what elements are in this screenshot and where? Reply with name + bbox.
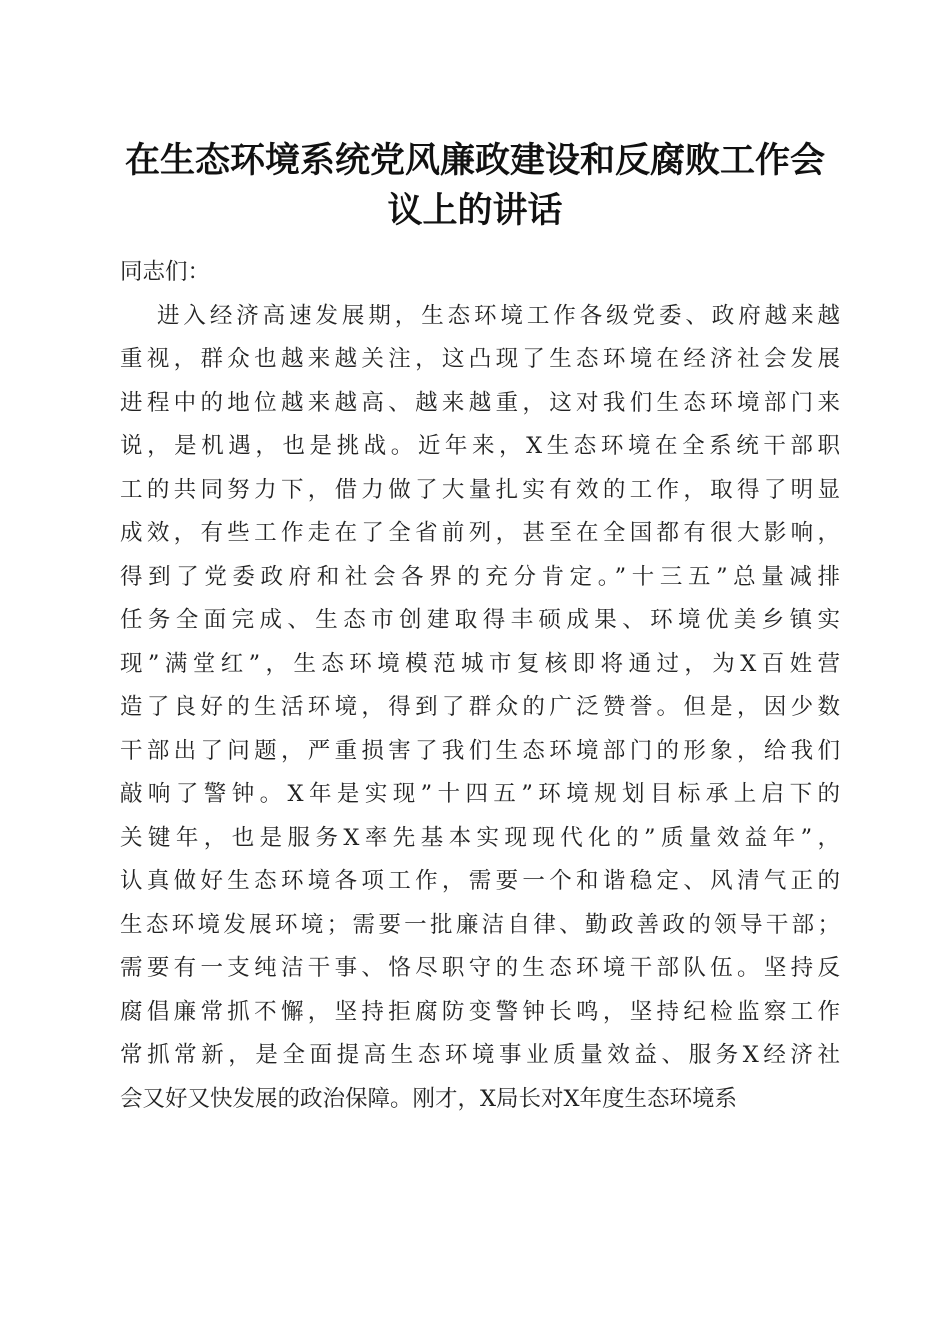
paragraph-line: 造了良好的生活环境，得到了群众的广泛赞誉。但是，因少数 bbox=[120, 694, 840, 720]
paragraph-line: 工的共同努力下，借力做了大量扎实有效的工作，取得了明显 bbox=[120, 476, 840, 503]
paragraph bbox=[120, 295, 840, 1122]
document-body bbox=[120, 251, 840, 1121]
paragraph-line: 进程中的地位越来越高、越来越重，这对我们生态环境部门来 bbox=[120, 389, 840, 416]
paragraph-line: 生态环境发展环境；需要一批廉洁自律、勤政善政的领导干部； bbox=[120, 911, 840, 938]
paragraph-line: 敲响了警钟。X年是实现”十四五”环境规划目标承上启下的 bbox=[120, 781, 840, 807]
paragraph-line: 进入经济高速发展期，生态环境工作各级党委、政府越来越 bbox=[157, 302, 840, 329]
title-line-2: 议上的讲话 bbox=[387, 190, 563, 231]
salutation: 同志们： bbox=[120, 259, 211, 285]
paragraph-line: 会又好又快发展的政治保障。刚才，X局长对X年度生态环境系 bbox=[120, 1085, 738, 1112]
paragraph-line: 任务全面完成、生态市创建取得丰硕成果、环境优美乡镇实 bbox=[120, 607, 840, 633]
document-title bbox=[100, 136, 850, 236]
paragraph-line: 现”满堂红”，生态环境模范城市复核即将通过，为X百姓营 bbox=[120, 650, 840, 677]
paragraph-line: 干部出了问题，严重损害了我们生态环境部门的形象，给我们 bbox=[120, 737, 840, 764]
paragraph-line: 需要有一支纯洁干事、恪尽职守的生态环境干部队伍。坚持反 bbox=[120, 955, 840, 981]
paragraph-line: 重视，群众也越来越关注，这凸现了生态环境在经济社会发展 bbox=[120, 346, 840, 372]
paragraph-line: 关键年，也是服务X率先基本实现现代化的”质量效益年”， bbox=[120, 824, 840, 851]
paragraph-line: 说，是机遇，也是挑战。近年来，X生态环境在全系统干部职 bbox=[120, 433, 840, 459]
paragraph-line: 成效，有些工作走在了全省前列，甚至在全国都有很大影响， bbox=[120, 520, 840, 546]
paragraph-line: 腐倡廉常抓不懈，坚持拒腐防变警钟长鸣，坚持纪检监察工作 bbox=[120, 998, 840, 1025]
paragraph-line: 常抓常新，是全面提高生态环境事业质量效益、服务X经济社 bbox=[120, 1042, 840, 1068]
paragraph-line: 认真做好生态环境各项工作，需要一个和谐稳定、风清气正的 bbox=[120, 868, 840, 894]
paragraph-line: 得到了党委政府和社会各界的充分肯定。”十三五”总量减排 bbox=[120, 563, 840, 590]
title-line-1: 在生态环境系统党风廉政建设和反腐败工作会 bbox=[124, 140, 825, 181]
